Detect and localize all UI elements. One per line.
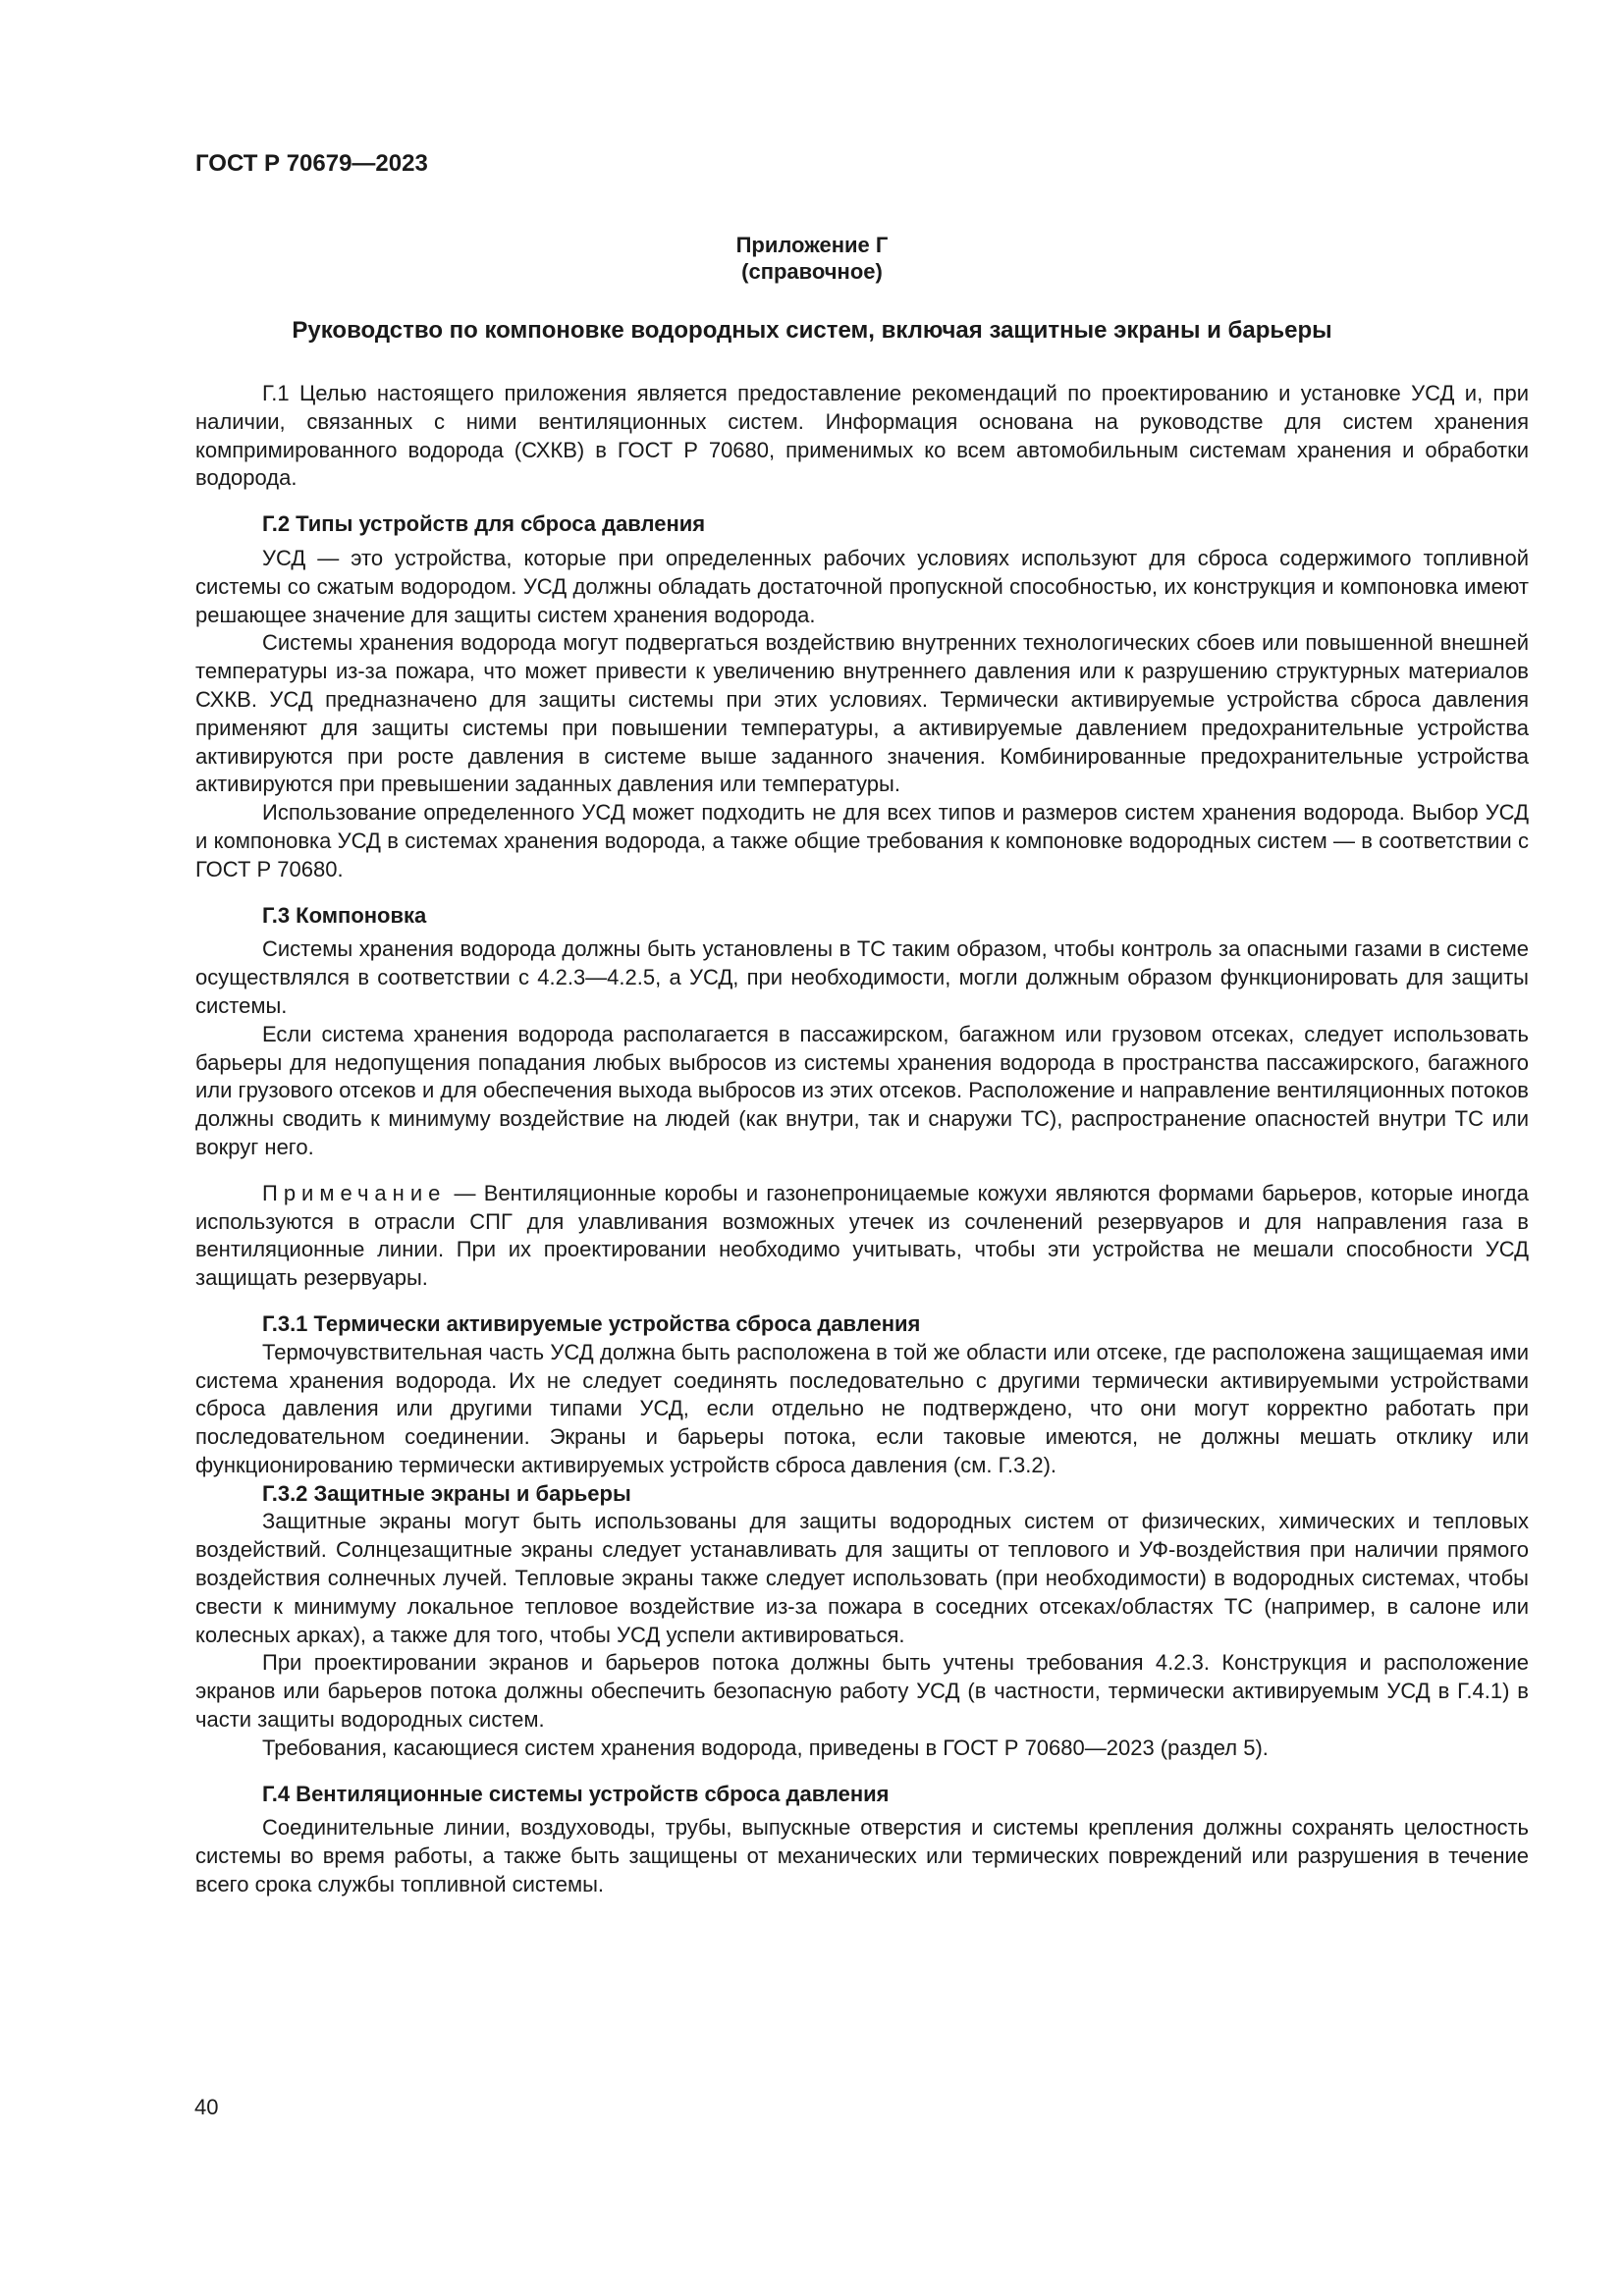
heading-g3-1: Г.3.1 Термически активируемые устройства сброса давления bbox=[262, 1310, 921, 1336]
note-label: Примечание bbox=[262, 1180, 447, 1205]
paragraph-g2-2: Системы хранения водорода могут подвергаться воздействию внутренних технологических сбоев или повышенной внешней температуры из-за пожара, что может привести к увеличению внутреннего давления или к разрушению структурных материалов СХКВ. УСД предназначено для защиты системы при этих условиях. Термически активируемые устройства сброса давления применяют для защиты системы при повышении температуры, а активируемые давлением предохранительные устройства активируются при росте давления в системе выше заданного значения. Комбинированные предохранительные устройства активируются при превышении заданных давления или температуры. bbox=[195, 630, 1529, 797]
paragraph-g3-1: Системы хранения водорода должны быть установлены в ТС таким образом, чтобы контроль за опасными газами в системе осуществлялся в соответствии с 4.2.3—4.2.5, а УСД, при необходимости, могли должным образом функционировать для защиты системы. bbox=[195, 936, 1529, 1018]
note-text: — Вентиляционные коробы и газонепроницаемые кожухи являются формами барьеров, которые иногда используются в отрасли СПГ для улавливания возможных утечек из сочленений резервуаров и для направления газа в вентиляционные линии. При их проектировании необходимо учитывать, чтобы эти устройства не мешали способности УСД защищать резервуары. bbox=[195, 1180, 1529, 1291]
paragraph-g3-2-1: Защитные экраны могут быть использованы для защиты водородных систем от физических, химических и тепловых воздействий. Солнцезащитные экраны следует устанавливать для защиты от теплового и УФ-воздействия при наличии прямого воздействия солнечных лучей. Тепловые экраны также следует использовать (при необходимости) в водородных системах, чтобы свести к минимуму локальное тепловое воздействие из-за пожара в соседних отсеках/областях ТС (например, в салоне или колесных арках), а также для того, чтобы УСД успели активироваться. bbox=[195, 1509, 1529, 1647]
paragraph-g3-2-2: При проектировании экранов и барьеров потока должны быть учтены требования 4.2.3. Конструкция и расположение экранов или барьеров потока должны обеспечить безопасную работу УСД (в частности, термически активируемым УСД в Г.4.1) в части защиты водородных систем. bbox=[195, 1650, 1529, 1733]
appendix-title: Приложение Г bbox=[735, 233, 889, 257]
heading-g3-2: Г.3.2 Защитные экраны и барьеры bbox=[262, 1480, 631, 1506]
paragraph-g3-2-3: Требования, касающиеся систем хранения водорода, приведены в ГОСТ Р 70680—2023 (раздел 5). bbox=[262, 1735, 1269, 1760]
heading-g3: Г.3 Компоновка bbox=[262, 902, 427, 928]
appendix-type: (справочное) bbox=[741, 259, 883, 284]
heading-g2: Г.2 Типы устройств для сброса давления bbox=[262, 511, 706, 537]
heading-g4: Г.4 Вентиляционные системы устройств сброса давления bbox=[262, 1781, 890, 1806]
paragraph-g2-1: УСД — это устройства, которые при определенных рабочих условиях используют для сброса содержимого топливной системы со сжатым водородом. УСД должны обладать достаточной пропускной способностью, их конструкция и компоновка имеют решающее значение для защиты систем хранения водорода. bbox=[195, 545, 1529, 627]
paragraph-g2-3: Использование определенного УСД может подходить не для всех типов и размеров систем хранения водорода. Выбор УСД и компоновка УСД в системах хранения водорода, а также общие требования к компоновке водородных систем — в соответствии с ГОСТ Р 70680. bbox=[195, 800, 1529, 881]
paragraph-g3-1-text: Термочувствительная часть УСД должна быть расположена в той же области или отсеке, где расположена защищаемая ими система хранения водорода. Их не следует соединять последовательно с другими термически активируемыми устройствами сброса давления или другими типами УСД, если отдельно не подтверждено, что они могут корректно работать при последовательном соединении. Экраны и барьеры потока, если таковые имеются, не должны мешать отклику или функционированию термически активируемых устройств сброса давления (см. Г.3.2). bbox=[195, 1339, 1529, 1477]
standard-code: ГОСТ Р 70679—2023 bbox=[195, 150, 428, 177]
paragraph-g1: Г.1 Целью настоящего приложения является предоставление рекомендаций по проектированию и установке УСД и, при наличии, связанных с ними вентиляционных систем. Информация основана на руководстве для систем хранения компримированного водорода (СХКВ) в ГОСТ Р 70680, применимых ко всем автомобильным системам хранения и обработки водорода. bbox=[195, 381, 1529, 491]
page-number: 40 bbox=[194, 2095, 219, 2119]
paragraph-g4: Соединительные линии, воздуховоды, трубы, выпускные отверстия и системы крепления должны сохранять целостность системы во время работы, а также быть защищены от механических или термических повреждений или разрушения в течение всего срока службы топливной системы. bbox=[195, 1815, 1529, 1897]
document-body bbox=[195, 380, 1529, 1899]
note-paragraph bbox=[195, 1180, 1529, 1293]
document-title: Руководство по компоновке водородных систем, включая защитные экраны и барьеры bbox=[292, 317, 1332, 344]
paragraph-g3-2: Если система хранения водорода располагается в пассажирском, багажном или грузовом отсеках, следует использовать барьеры для недопущения попадания любых выбросов из системы хранения водорода в пространства пассажирского, багажного или грузового отсеков и для обеспечения выхода выбросов из этих отсеков. Расположение и направление вентиляционных потоков должны сводить к минимуму воздействие на людей (как внутри, так и снаружи ТС), распространение опасностей внутри ТС или вокруг него. bbox=[195, 1021, 1529, 1159]
